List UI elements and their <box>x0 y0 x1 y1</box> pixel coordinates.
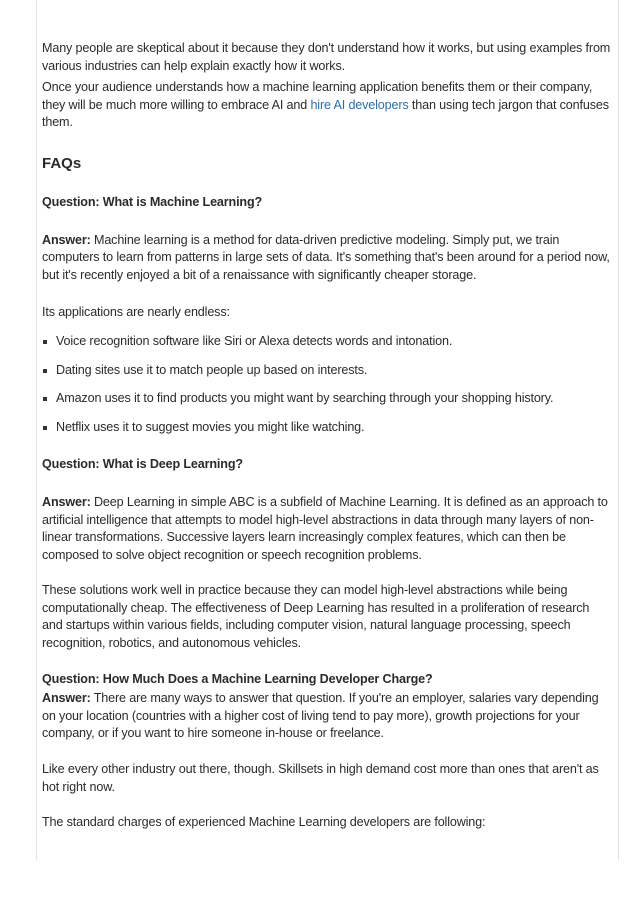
list-item <box>42 333 612 351</box>
intro-p2-text-after: than using tech jargon that confuses them. <box>42 97 609 130</box>
list-item-text: Voice recognition software like Siri or Alexa detects words and intonation. <box>56 333 453 348</box>
list-item <box>42 390 612 408</box>
question-machine-learning: Question: What is Machine Learning? <box>42 194 263 209</box>
question-developer-charge: Question: How Much Does a Machine Learning Developer Charge? <box>42 671 433 686</box>
hire-ai-developers-link[interactable]: hire AI developers <box>310 97 409 112</box>
answer-machine-learning <box>42 232 612 285</box>
applications-intro: Its applications are nearly endless: <box>42 305 230 320</box>
question-deep-learning: Question: What is Deep Learning? <box>42 457 243 472</box>
developer-charge-paragraph-2: Like every other industry out there, though. Skillsets in high demand cost more than ones that aren't as hot right now. <box>42 762 599 794</box>
faqs-heading: FAQs <box>42 154 82 172</box>
square-bullet-icon <box>43 369 47 373</box>
answer-text: Deep Learning in simple ABC is a subfield of Machine Learning. It is defined as an approach to artificial intelligence that attempts to model high-level abstractions in data through many layers of non-linear transformations. Successive layers learn increasingly complex features, which can then be composed to solve object recognition or speech recognition problems. <box>42 494 608 562</box>
list-item <box>42 362 612 380</box>
intro-paragraph-2 <box>42 79 612 132</box>
applications-list <box>42 333 612 436</box>
list-item-text: Dating sites use it to match people up based on interests. <box>56 362 368 377</box>
article-body <box>42 40 612 832</box>
answer-label: Answer: <box>42 494 91 509</box>
answer-text: There are many ways to answer that question. If you're an employer, salaries vary depending on your location (countries with a higher cost of living tend to pay more), growth projections for your company, or if you want to hire someone in-house or freelance. <box>42 691 599 741</box>
answer-developer-charge <box>42 690 612 743</box>
answer-deep-learning <box>42 494 612 564</box>
answer-label: Answer: <box>42 232 91 247</box>
square-bullet-icon <box>43 340 47 344</box>
intro-p2-text-before: Once your audience understands how a machine learning application benefits them or their company, they will be much more willing to embrace AI and <box>42 80 593 112</box>
answer-text: Machine learning is a method for data-driven predictive modeling. Simply put, we train computers to learn from patterns in large sets of data. It's something that's been around for a period now, but it's recently enjoyed a bit of a renaissance with significantly cheaper storage. <box>42 232 610 282</box>
document-page <box>36 0 619 860</box>
answer-label: Answer: <box>42 691 91 706</box>
list-item <box>42 419 612 437</box>
square-bullet-icon <box>43 426 47 430</box>
list-item-text: Amazon uses it to find products you might want by searching through your shopping history. <box>56 391 554 406</box>
developer-charge-paragraph-3: The standard charges of experienced Machine Learning developers are following: <box>42 815 486 830</box>
intro-paragraph-1: Many people are skeptical about it because they don't understand how it works, but using examples from various industries can help explain exactly how it works. <box>42 41 611 73</box>
list-item-text: Netflix uses it to suggest movies you might like watching. <box>56 419 365 434</box>
deep-learning-paragraph-2: These solutions work well in practice because they can model high-level abstractions while being computationally cheap. The effectiveness of Deep Learning has resulted in a proliferation of research and startups within various fields, including computer vision, natural language processing, speech recognition, robotics, and autonomous vehicles. <box>42 583 590 651</box>
square-bullet-icon <box>43 397 47 401</box>
